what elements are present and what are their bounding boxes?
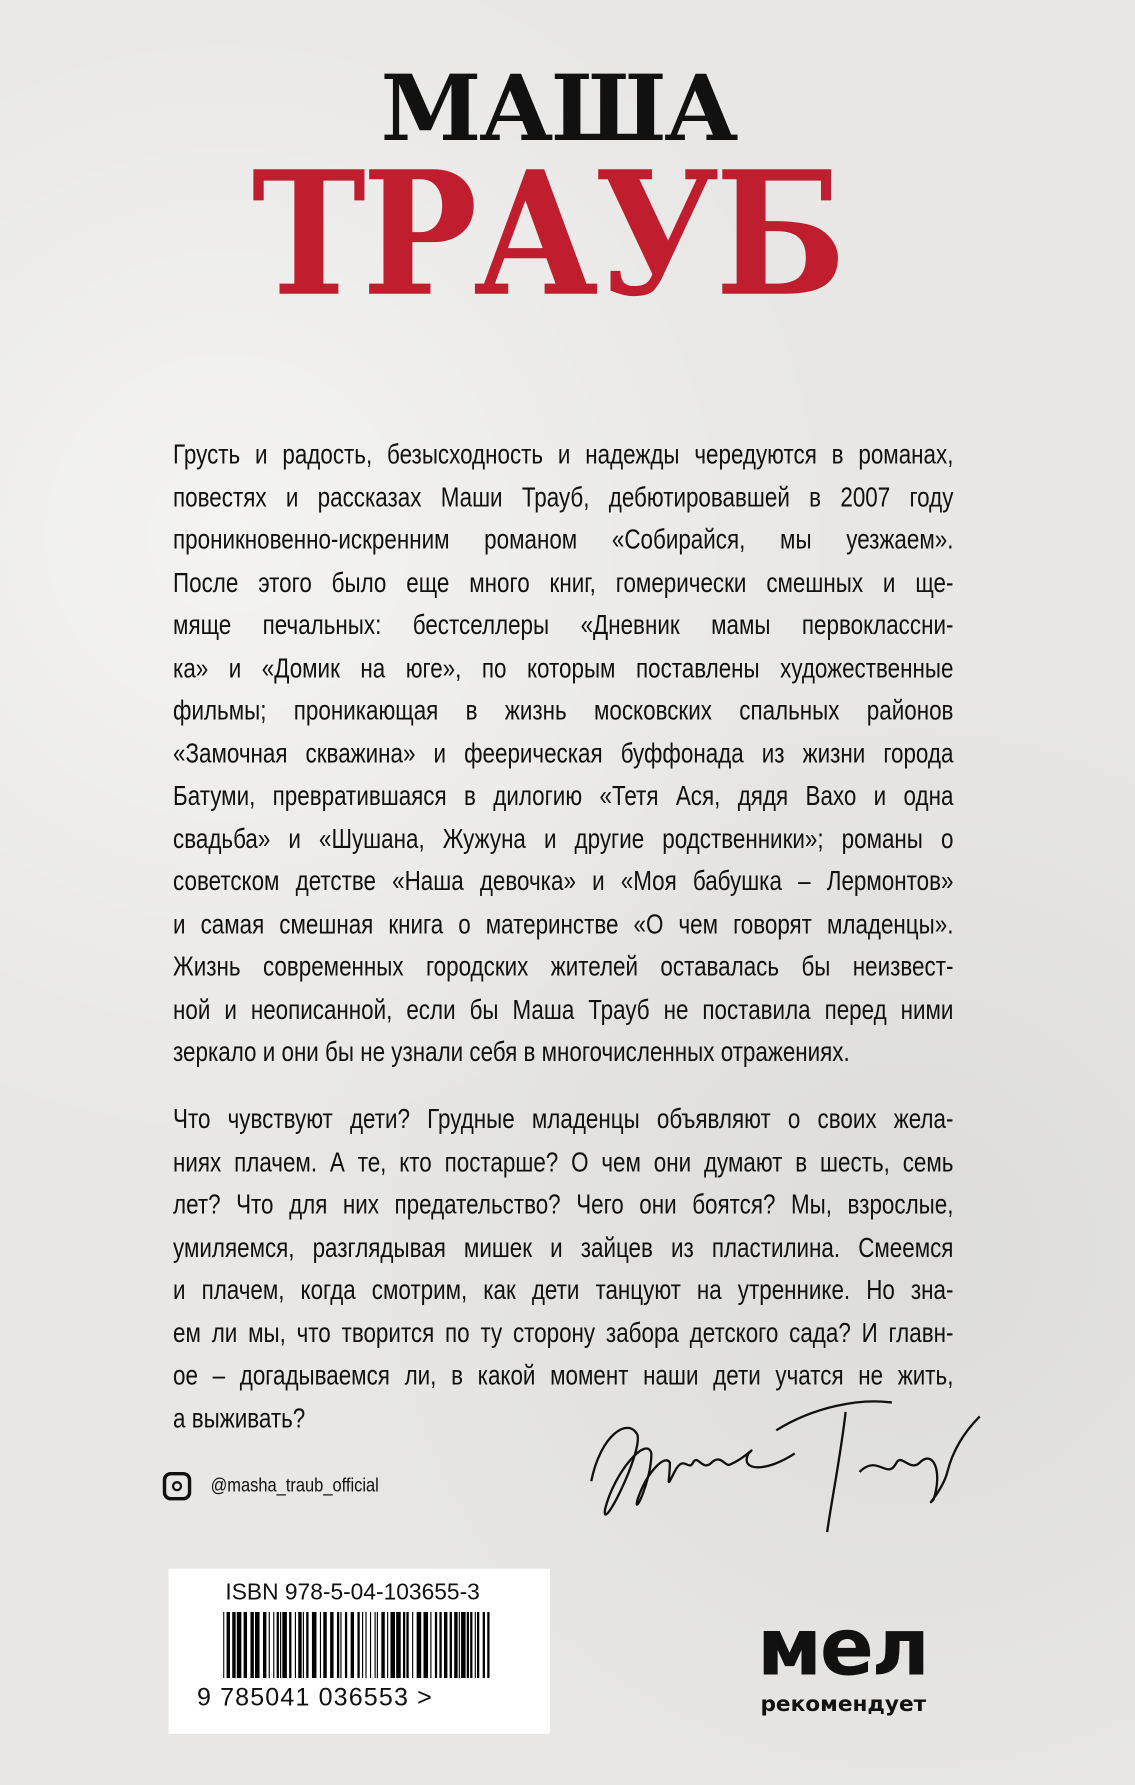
- text-line: ной и неописанной, если бы Маша Трауб не поставила перед ними: [173, 994, 954, 1026]
- barcode-bar: [289, 1612, 291, 1678]
- barcode-bar: [423, 1612, 428, 1678]
- barcode-bar: [459, 1612, 460, 1678]
- barcode-bar: [244, 1612, 247, 1678]
- text-line: повестях и рассказах Маши Трауб, дебютировавшей в 2007 году: [173, 482, 954, 513]
- barcode-bar: [365, 1612, 366, 1678]
- text-line: а выживать?: [173, 1403, 306, 1434]
- text-line: После этого было еще много книг, гомерически смешных и ще-: [173, 567, 954, 599]
- barcode-bar: [487, 1612, 489, 1678]
- text-line: Батуми, превратившаяся в дилогию «Тетя Ася, дядя Вахо и одна: [173, 780, 954, 812]
- author-last-name: ТРАУБ: [251, 134, 843, 335]
- text-line: «Замочная скважина» и феерическая буффонада из жизни города: [173, 738, 954, 769]
- barcode-bar: [227, 1612, 230, 1678]
- author-signature: [569, 1398, 1002, 1546]
- barcode-bar: [461, 1612, 466, 1678]
- barcode-bar: [467, 1612, 469, 1678]
- publisher-logo: мел: [757, 1600, 928, 1694]
- barcode-bar: [280, 1612, 281, 1678]
- isbn-barcode-block: [168, 1569, 549, 1734]
- barcode-bar: [362, 1612, 363, 1678]
- barcode-bar: [282, 1612, 287, 1678]
- text-line: ка» и «Домик на юге», по которым поставлены художественные: [173, 652, 954, 684]
- barcode-bar: [381, 1612, 384, 1678]
- instagram-handle: @masha_traub_official: [210, 1474, 379, 1496]
- barcode-bar: [345, 1612, 347, 1678]
- barcode-bar: [298, 1612, 301, 1678]
- barcode-bar: [250, 1612, 253, 1678]
- barcode-bar: [450, 1612, 452, 1678]
- barcode-bar: [483, 1612, 485, 1678]
- barcode-bar: [396, 1612, 401, 1678]
- text-line: Грусть и радость, безысходность и надежды чередуются в романах,: [173, 439, 954, 471]
- barcode-bar: [263, 1612, 266, 1678]
- ean-digits: 9 785041 036553 >: [196, 1682, 433, 1712]
- text-line: лет? Что для них предательство? Чего они боятся? Мы, взрослые,: [173, 1189, 954, 1221]
- barcode-bar: [375, 1612, 376, 1678]
- barcode-bar: [387, 1612, 388, 1678]
- description-paragraph-2: [173, 1099, 953, 1441]
- instagram-icon: [163, 1472, 191, 1500]
- barcode-bar: [370, 1612, 371, 1678]
- text-line: умиляемся, разглядывая мишек и зайцев из пластилина. Смеемся: [173, 1232, 954, 1264]
- text-line: проникновенно-искренним романом «Собирайся, мы уезжаем».: [173, 524, 954, 556]
- text-line: Жизнь современных городских жителей оставалась бы неизвест-: [173, 951, 954, 983]
- barcode-bar: [320, 1612, 321, 1678]
- barcode-bar: [337, 1612, 339, 1678]
- barcode-bar: [273, 1612, 274, 1678]
- barcode-bar: [470, 1612, 472, 1678]
- barcode-bar: [351, 1612, 354, 1678]
- barcode-bar: [439, 1612, 441, 1678]
- barcode-bar: [435, 1612, 437, 1678]
- barcode-bar: [430, 1612, 431, 1678]
- barcode-bar: [412, 1612, 413, 1678]
- barcode-bar: [295, 1612, 296, 1678]
- barcode-bar: [475, 1612, 476, 1678]
- barcode-bar: [237, 1612, 242, 1678]
- barcode: [223, 1612, 496, 1678]
- text-line: фильмы; проникающая в жизнь московских спальных районов: [173, 695, 954, 727]
- text-line: ем ли мы, что творится по ту сторону забора детского сада? И главн-: [173, 1317, 954, 1349]
- barcode-bar: [277, 1612, 279, 1678]
- text-line: ое – догадываемся ли, в какой момент наши дети учатся не жить,: [173, 1360, 954, 1392]
- barcode-bar: [444, 1612, 447, 1678]
- barcode-bar: [330, 1612, 333, 1678]
- description-paragraph-1: [173, 434, 953, 1074]
- text-line: свадьба» и «Шушана, Жужуна и другие родственники»; романы о: [173, 823, 954, 855]
- text-line: мяще печальных: бестселлеры «Дневник мамы первоклассни-: [173, 610, 954, 641]
- text-line: и плачем, когда смотрим, как дети танцуют на утреннике. Но зна-: [173, 1275, 954, 1306]
- barcode-bar: [477, 1612, 479, 1678]
- barcode-bar: [377, 1612, 378, 1678]
- author-first-name: МАША: [380, 54, 737, 162]
- isbn-number: ISBN 978-5-04-103655-3: [225, 1580, 480, 1606]
- text-line: советском детстве «Наша девочка» и «Моя бабушка – Лермонтов»: [173, 866, 954, 898]
- barcode-bar: [323, 1612, 326, 1678]
- barcode-bar: [454, 1612, 457, 1678]
- barcode-bar: [303, 1612, 304, 1678]
- text-line: зеркало и они бы не узнали себя в многочисленных отражениях.: [173, 1037, 850, 1068]
- text-line: Что чувствуют дети? Грудные младенцы объявляют о своих жела-: [173, 1104, 954, 1135]
- barcode-bar: [232, 1612, 235, 1678]
- barcode-bar: [403, 1612, 405, 1678]
- barcode-bar: [269, 1612, 270, 1678]
- barcode-bar: [223, 1612, 224, 1678]
- barcode-bar: [417, 1612, 422, 1678]
- barcode-bar: [312, 1612, 317, 1678]
- barcode-bar: [340, 1612, 341, 1678]
- barcode-bar: [390, 1612, 395, 1678]
- barcode-bar: [406, 1612, 408, 1678]
- barcode-bar: [306, 1612, 308, 1678]
- publisher-tagline: рекомендует: [760, 1691, 927, 1717]
- text-line: и самая смешная книга о материнстве «О чем говорят младенцы».: [173, 909, 954, 940]
- barcode-bar: [255, 1612, 260, 1678]
- barcode-bar: [357, 1612, 359, 1678]
- text-line: ниях плачем. А те, кто постарше? О чем они думают в шесть, семь: [173, 1146, 954, 1178]
